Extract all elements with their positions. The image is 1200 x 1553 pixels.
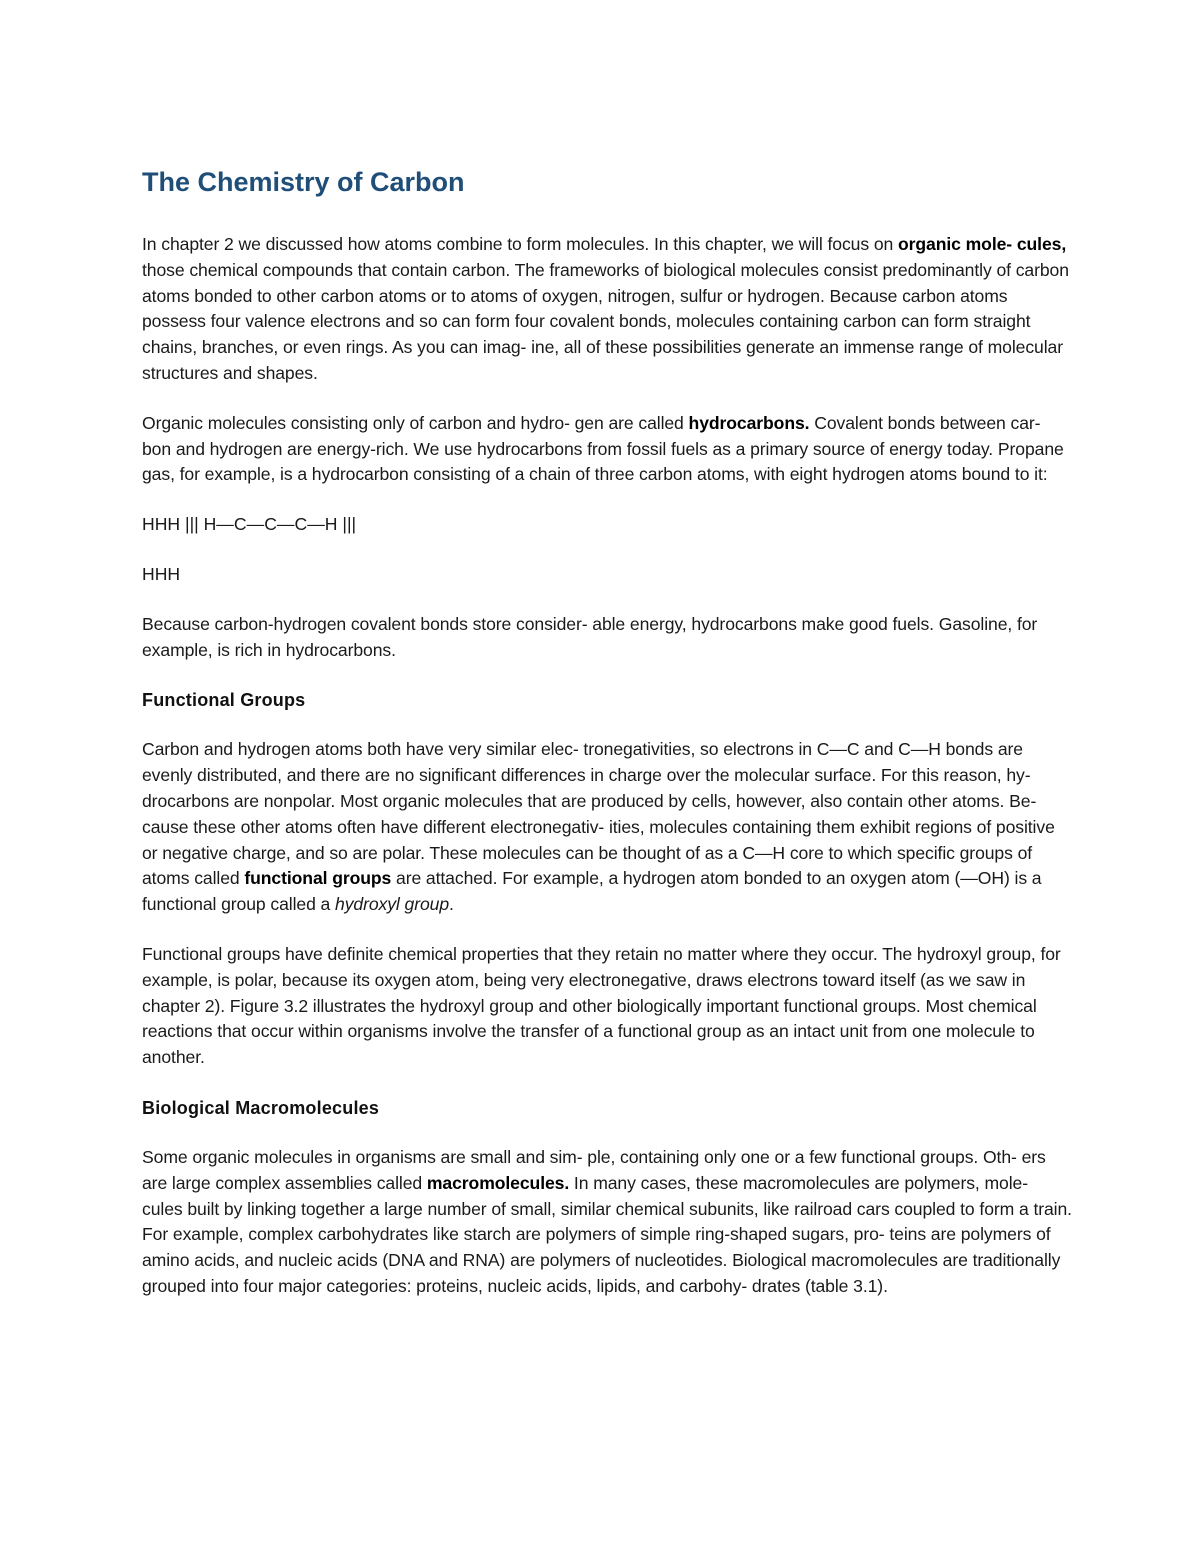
term-hydroxyl-group: hydroxyl group bbox=[335, 894, 450, 915]
functional-properties-paragraph: Functional groups have definite chemical properties that they retain no matter where they occur. The hydroxyl group, for example, is polar, because its oxygen atom, being very electronegative, draws electrons toward itself (as we saw in chapter 2). Figure 3.2 illustrates the hydroxyl group and other biologically important functional groups. Most chemical reactions that occur within organisms involve the transfer of a functional group as an intact unit from one molecule to another. bbox=[142, 943, 1061, 1068]
intro-text-start: In chapter 2 we discussed how atoms combine to form molecules. In this chapter, we will focus on bbox=[142, 234, 898, 254]
functional-groups-paragraph bbox=[142, 737, 1072, 918]
hydrocarbons-text-rest: Covalent bonds between car- bon and hydrogen are energy-rich. We use hydrocarbons from fossil fuels as a primary source of energy today. Propane gas, for example, is a hydrocarbon consisting of a chain of three carbon atoms, with eight hydrogen atoms bound to it: bbox=[142, 412, 1064, 485]
hydrocarbons-paragraph bbox=[142, 411, 1072, 488]
intro-paragraph bbox=[142, 232, 1072, 387]
functional-groups-text-middle: are attached. For example, a hydrogen atom bonded to an oxygen atom (—OH) is a functional group called a bbox=[142, 868, 1042, 915]
macromolecules-text-start: Some organic molecules in organisms are small and sim- ple, containing only one or a few functional groups. Oth- ers are large complex assemblies called bbox=[142, 1146, 1046, 1193]
document-page bbox=[142, 160, 1072, 1324]
term-organic-molecules: organic mole- cules, bbox=[898, 234, 1067, 254]
functional-groups-text-start: Carbon and hydrogen atoms both have very similar elec- tronegativities, so electrons in C—C and C—H bonds are evenly distributed, and there are no significant differences in charge over the molecular surface. For this reason, hy- drocarbons are nonpolar. Most organic molecules that are produced by cells, however, also contain other atoms. Be- cause these other atoms often have different electronegativ- ities, molecules containing them exhibit regions of positive or negative charge, and so are polar. These molecules can be thought of as a C—H core to which specific groups of atoms called bbox=[142, 739, 1055, 889]
term-macromolecules: macromolecules. bbox=[426, 1172, 570, 1193]
functional-groups-text-end: . bbox=[449, 894, 454, 915]
hydrocarbons-text-start: Organic molecules consisting only of carbon and hydro- gen are called bbox=[142, 412, 689, 433]
term-hydrocarbons: hydrocarbons. bbox=[688, 412, 810, 433]
propane-formula-line-1: HHH ||| H—C—C—C—H ||| bbox=[142, 514, 357, 535]
macromolecules-text-rest: In many cases, these macromolecules are polymers, mole- cules built by linking together a large number of small, similar chemical subunits, like railroad cars coupled to form a train. For example, complex carbohydrates like starch are polymers of simple ring-shaped sugars, pro- teins are polymers of amino acids, and nucleic acids (DNA and RNA) are polymers of nucleotides. Biological macromolecules are traditionally grouped into four major categories: proteins, nucleic acids, lipids, and carbohy- drates (table 3.1). bbox=[142, 1172, 1072, 1296]
macromolecules-heading: Biological Macromolecules bbox=[142, 1097, 380, 1118]
document-title: The Chemistry of Carbon bbox=[142, 167, 465, 197]
functional-groups-heading: Functional Groups bbox=[142, 690, 306, 711]
term-functional-groups: functional groups bbox=[244, 868, 392, 889]
macromolecules-paragraph bbox=[142, 1145, 1072, 1300]
intro-text-rest: those chemical compounds that contain carbon. The frameworks of biological molecules consist predominantly of carbon atoms bonded to other carbon atoms or to atoms of oxygen, nitrogen, sulfur or hydrogen. Because carbon atoms possess four valence electrons and so can form four covalent bonds, molecules containing carbon can form straight chains, branches, or even rings. As you can imag- ine, all of these possibilities generate an immense range of molecular structures and shapes. bbox=[142, 259, 1069, 383]
fuels-paragraph: Because carbon-hydrogen covalent bonds store consider- able energy, hydrocarbons make good fuels. Gasoline, for example, is rich in hydrocarbons. bbox=[142, 613, 1038, 660]
propane-formula-line-2: HHH bbox=[142, 563, 181, 584]
